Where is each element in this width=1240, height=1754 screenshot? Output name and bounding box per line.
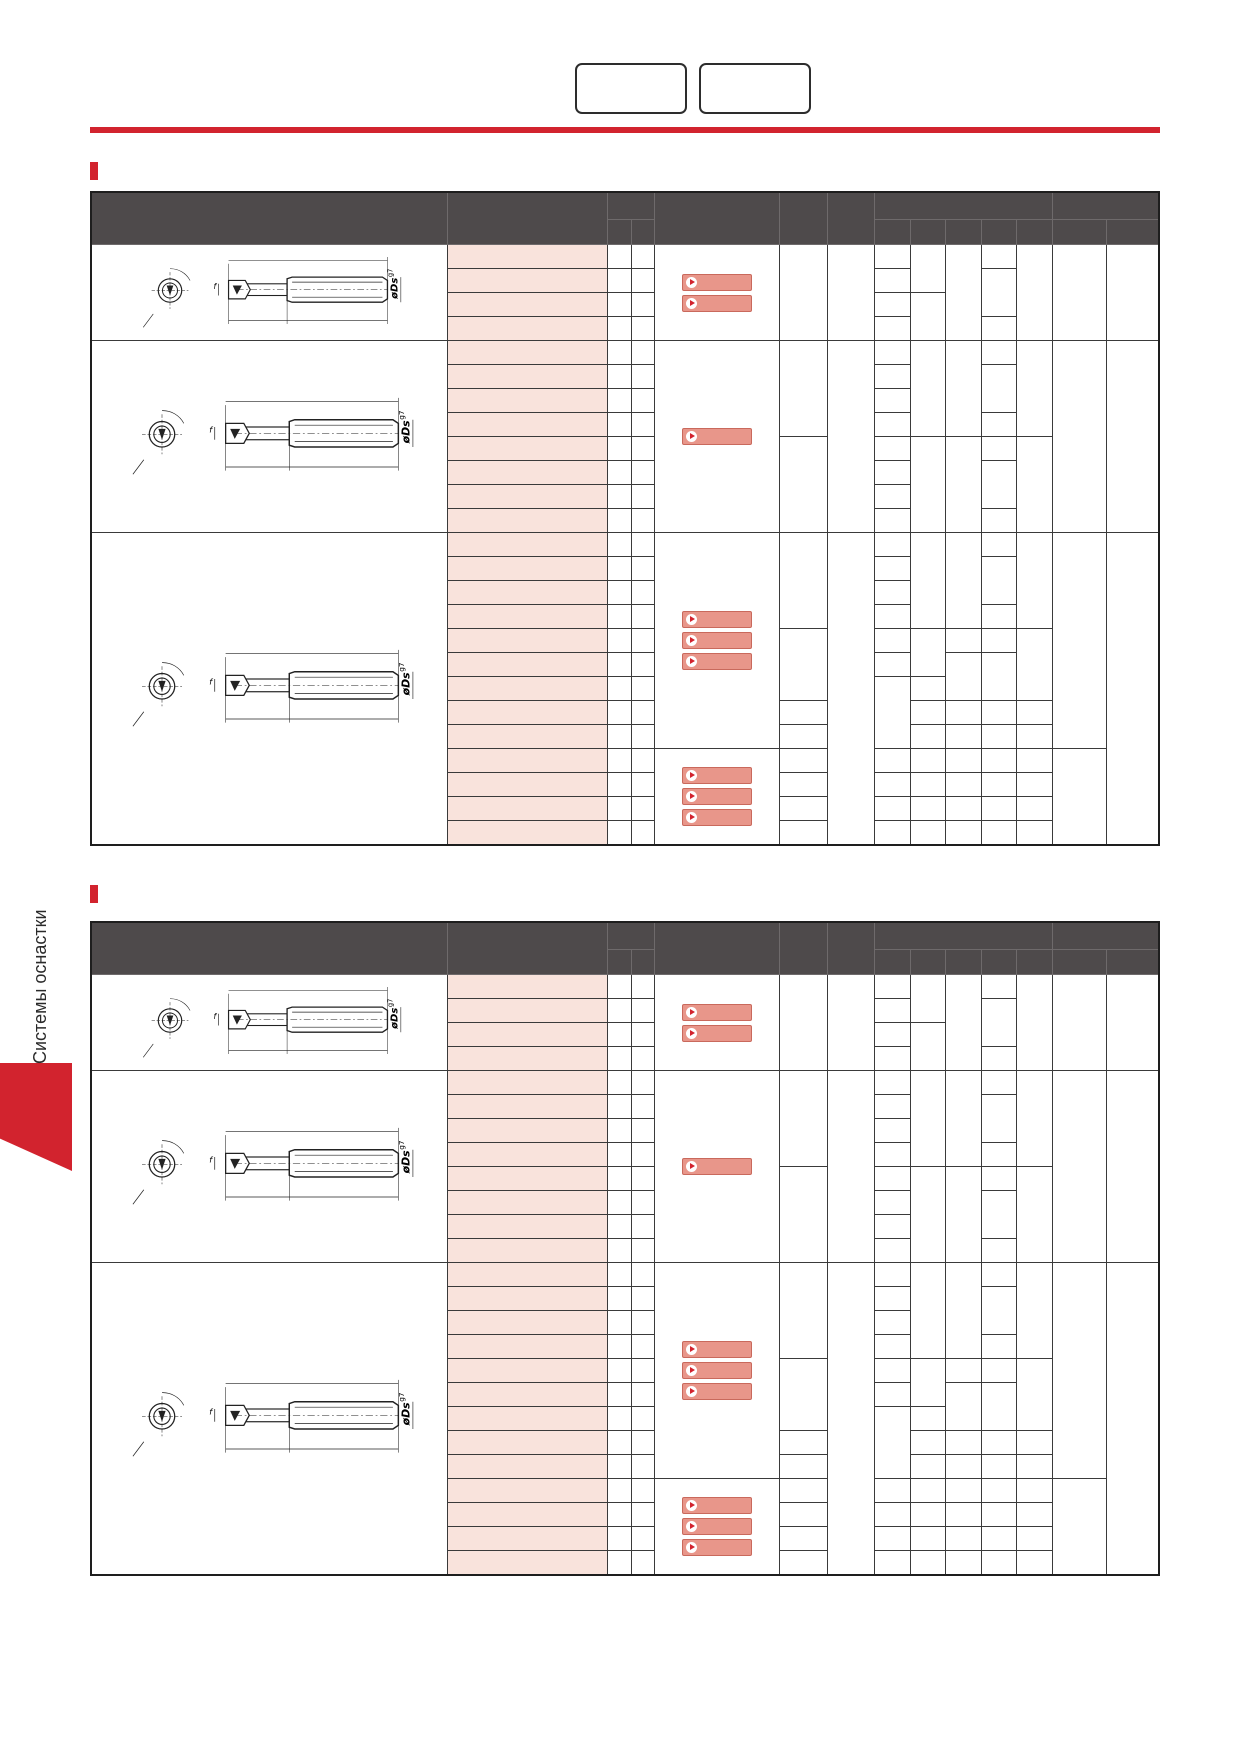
- code-cell: [448, 975, 607, 999]
- header-cell: [875, 220, 910, 245]
- right-arrow-icon: [686, 431, 697, 442]
- right-arrow-icon: [686, 1028, 697, 1039]
- header-rule: [90, 127, 1160, 133]
- code-cell: [448, 821, 607, 846]
- header-cell: [607, 192, 655, 220]
- header-cell: [946, 220, 981, 245]
- header-cell: [607, 220, 631, 245]
- code-cell: [448, 773, 607, 797]
- code-cell: [448, 653, 607, 677]
- code-cell: [448, 1263, 607, 1287]
- insert-link-button[interactable]: [682, 295, 752, 312]
- right-arrow-icon: [686, 1542, 697, 1553]
- right-arrow-icon: [686, 1161, 697, 1172]
- insert-link-button[interactable]: [682, 632, 752, 649]
- code-cell: [448, 1287, 607, 1311]
- insert-link-button[interactable]: [682, 1362, 752, 1379]
- code-cell: [448, 1527, 607, 1551]
- header-cell: [448, 192, 607, 245]
- insert-link-button[interactable]: [682, 1383, 752, 1400]
- header-cell: [1052, 950, 1106, 975]
- insert-link-button[interactable]: [682, 1158, 752, 1175]
- insert-link-button[interactable]: [682, 1004, 752, 1021]
- code-cell: [448, 509, 607, 533]
- header-cell: [981, 950, 1016, 975]
- code-cell: [448, 999, 607, 1023]
- header-cell: [981, 220, 1016, 245]
- section-marker-2: [90, 885, 98, 903]
- header-cell: [875, 192, 1052, 220]
- code-cell: [448, 1383, 607, 1407]
- right-arrow-icon: [686, 1365, 697, 1376]
- insert-cell: [655, 533, 780, 749]
- header-cell: [1052, 220, 1106, 245]
- code-cell: [448, 269, 607, 293]
- code-cell: [448, 1071, 607, 1095]
- header-cell: [875, 922, 1052, 950]
- code-cell: [448, 293, 607, 317]
- right-arrow-icon: [686, 1386, 697, 1397]
- header-cell: [607, 950, 631, 975]
- code-cell: [448, 461, 607, 485]
- code-cell: [448, 437, 607, 461]
- insert-link-button[interactable]: [682, 767, 752, 784]
- code-cell: [448, 701, 607, 725]
- header-cell: [946, 950, 981, 975]
- code-cell: [448, 1119, 607, 1143]
- code-cell: [448, 581, 607, 605]
- right-arrow-icon: [686, 791, 697, 802]
- spec-table-1: [90, 191, 1160, 846]
- code-cell: [448, 677, 607, 701]
- insert-cell: [655, 1479, 780, 1576]
- header-cell: [91, 922, 448, 975]
- code-cell: [448, 1143, 607, 1167]
- insert-cell: [655, 1263, 780, 1479]
- right-arrow-icon: [686, 298, 697, 309]
- insert-link-button[interactable]: [682, 611, 752, 628]
- right-arrow-icon: [686, 635, 697, 646]
- insert-link-button[interactable]: [682, 274, 752, 291]
- code-cell: [448, 725, 607, 749]
- tool-drawing: [91, 975, 448, 1071]
- code-cell: [448, 245, 607, 269]
- section-marker-1: [90, 162, 98, 180]
- code-cell: [448, 1335, 607, 1359]
- code-cell: [448, 1023, 607, 1047]
- insert-link-button[interactable]: [682, 428, 752, 445]
- insert-link-button[interactable]: [682, 1518, 752, 1535]
- header-cell: [1052, 922, 1159, 950]
- right-arrow-icon: [686, 614, 697, 625]
- code-cell: [448, 629, 607, 653]
- code-cell: [448, 1479, 607, 1503]
- header-cell: [875, 950, 910, 975]
- code-cell: [448, 797, 607, 821]
- tool-drawing: [91, 1071, 448, 1263]
- code-cell: [448, 317, 607, 341]
- header-cell: [910, 950, 945, 975]
- code-cell: [448, 1431, 607, 1455]
- code-cell: [448, 485, 607, 509]
- header-cell: [1106, 950, 1159, 975]
- code-cell: [448, 1191, 607, 1215]
- code-cell: [448, 389, 607, 413]
- code-cell: [448, 365, 607, 389]
- header-cell: [632, 220, 655, 245]
- side-tab-label: Системы оснастки: [30, 909, 50, 1064]
- header-cell: [632, 950, 655, 975]
- spec-table-2: [90, 921, 1160, 1576]
- insert-link-button[interactable]: [682, 788, 752, 805]
- tool-drawing: [91, 341, 448, 533]
- header-cell: [827, 192, 875, 245]
- header-cell: [1052, 192, 1159, 220]
- header-cell: [1017, 220, 1053, 245]
- header-cell: [910, 220, 945, 245]
- tool-drawing: [91, 245, 448, 341]
- insert-link-button[interactable]: [682, 1539, 752, 1556]
- tool-drawing: [91, 1263, 448, 1576]
- tool-drawing: [91, 533, 448, 846]
- header-cell: [655, 922, 780, 975]
- header-cell: [1106, 220, 1159, 245]
- right-arrow-icon: [686, 1344, 697, 1355]
- insert-cell: [655, 749, 780, 846]
- header-cell: [91, 192, 448, 245]
- header-cell: [655, 192, 780, 245]
- code-cell: [448, 341, 607, 365]
- code-cell: [448, 1455, 607, 1479]
- insert-link-button[interactable]: [682, 809, 752, 826]
- right-arrow-icon: [686, 1521, 697, 1532]
- code-cell: [448, 1167, 607, 1191]
- code-cell: [448, 1407, 607, 1431]
- right-arrow-icon: [686, 656, 697, 667]
- insert-link-button[interactable]: [682, 1025, 752, 1042]
- code-cell: [448, 1215, 607, 1239]
- header-cell: [780, 922, 828, 975]
- code-cell: [448, 533, 607, 557]
- header-cell: [1017, 950, 1053, 975]
- insert-cell: [655, 245, 780, 341]
- code-cell: [448, 1047, 607, 1071]
- code-cell: [448, 557, 607, 581]
- header-cell: [607, 922, 655, 950]
- header-box-right: [699, 63, 811, 114]
- header-cell: [780, 192, 828, 245]
- code-cell: [448, 1311, 607, 1335]
- insert-link-button[interactable]: [682, 653, 752, 670]
- header-box-left: [575, 63, 687, 114]
- code-cell: [448, 605, 607, 629]
- code-cell: [448, 1551, 607, 1576]
- code-cell: [448, 1359, 607, 1383]
- side-tab: [0, 1063, 72, 1171]
- code-cell: [448, 1239, 607, 1263]
- code-cell: [448, 413, 607, 437]
- right-arrow-icon: [686, 277, 697, 288]
- insert-cell: [655, 975, 780, 1071]
- header-cell: [827, 922, 875, 975]
- code-cell: [448, 749, 607, 773]
- insert-link-button[interactable]: [682, 1497, 752, 1514]
- insert-cell: [655, 341, 780, 533]
- insert-link-button[interactable]: [682, 1341, 752, 1358]
- insert-cell: [655, 1071, 780, 1263]
- code-cell: [448, 1503, 607, 1527]
- right-arrow-icon: [686, 812, 697, 823]
- code-cell: [448, 1095, 607, 1119]
- right-arrow-icon: [686, 1500, 697, 1511]
- right-arrow-icon: [686, 770, 697, 781]
- header-cell: [448, 922, 607, 975]
- right-arrow-icon: [686, 1007, 697, 1018]
